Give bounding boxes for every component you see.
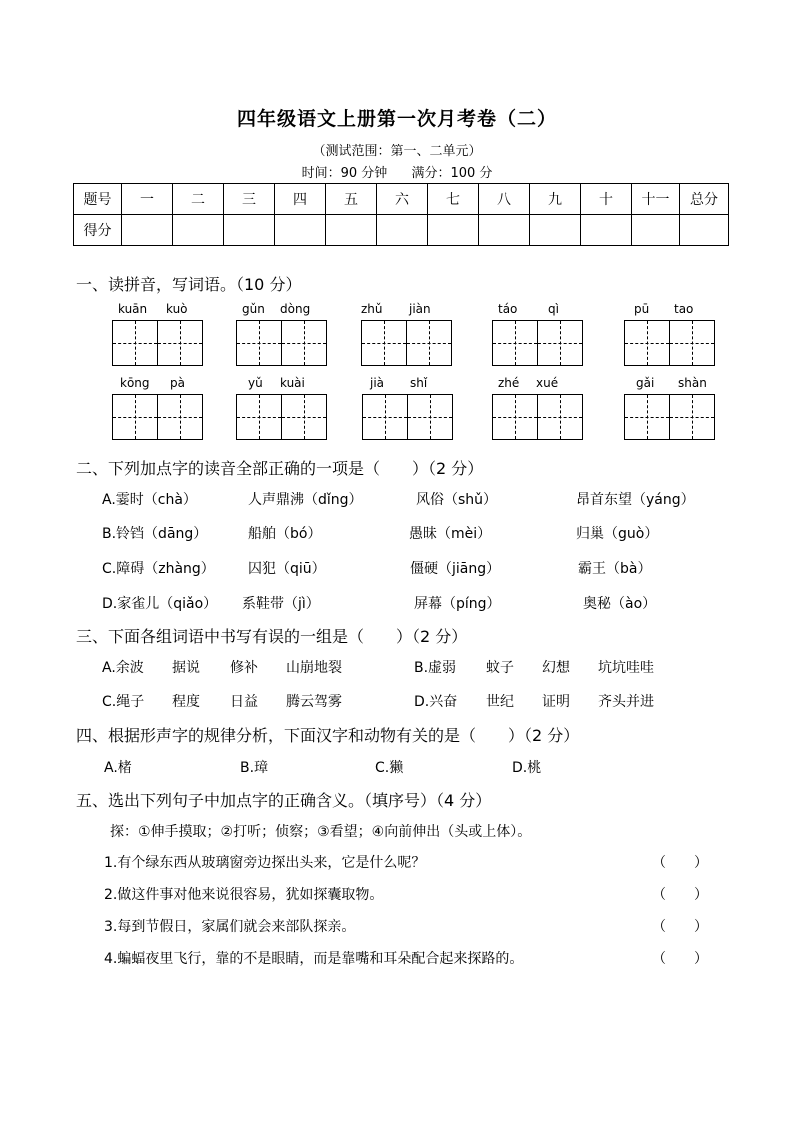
pinyin-syllable: pū bbox=[634, 302, 650, 316]
q4-option: B.璋 bbox=[240, 760, 269, 776]
exam-time: 时间：90 分钟 bbox=[301, 166, 388, 181]
score-header-cell: 八 bbox=[479, 184, 530, 215]
page-title: 四年级语文上册第一次月考卷（二） bbox=[236, 108, 557, 130]
score-header-cell: 三 bbox=[224, 184, 275, 215]
score-header-cell: 一 bbox=[122, 184, 173, 215]
q5-sentence: 4.蝙蝠夜里飞行，靠的不是眼睛，而是靠嘴和耳朵配合起来探路的。 bbox=[104, 951, 524, 967]
pinyin-syllable: pà bbox=[170, 376, 185, 390]
pinyin-syllable: kuò bbox=[166, 302, 188, 316]
q3-word: 坑坑哇哇 bbox=[598, 660, 654, 676]
q3-word: 据说 bbox=[172, 660, 200, 676]
pinyin-syllable: zhé bbox=[498, 376, 520, 390]
q2-option-word: 僵硬（jiāng） bbox=[410, 561, 501, 577]
pinyin-syllable: shàn bbox=[678, 376, 707, 390]
q2-option-word: B.铃铛（dāng） bbox=[102, 526, 208, 542]
q5-sentence: 2.做这件事对他来说很容易，犹如探囊取物。 bbox=[104, 887, 384, 903]
score-row-label: 得分 bbox=[74, 215, 122, 246]
q2-title: 二、下列加点字的读音全部正确的一项是（ ）（2 分） bbox=[76, 459, 484, 478]
q3-word: 腾云驾雾 bbox=[286, 694, 342, 710]
q5-meanings: 探：①伸手摸取；②打听；侦察；③看望；④向前伸出（头或上体）。 bbox=[110, 824, 532, 840]
score-header-cell: 四 bbox=[275, 184, 326, 215]
answer-paren[interactable]: （ ） bbox=[652, 887, 708, 903]
pinyin-syllable: jià bbox=[370, 376, 385, 390]
full-score: 满分：100 分 bbox=[411, 166, 493, 181]
score-header-cell: 总分 bbox=[680, 184, 729, 215]
tian-grid-box[interactable] bbox=[624, 320, 715, 366]
q3-title: 三、下面各组词语中书写有误的一组是（ ）（2 分） bbox=[76, 627, 468, 646]
tian-grid-box[interactable] bbox=[361, 320, 452, 366]
tian-grid-box[interactable] bbox=[236, 394, 327, 440]
answer-paren[interactable]: （ ） bbox=[652, 855, 708, 871]
score-header-cell: 五 bbox=[326, 184, 377, 215]
pinyin-syllable: dòng bbox=[280, 302, 311, 316]
q2-option-word: 昂首东望（yáng） bbox=[576, 492, 695, 508]
score-header-cell: 九 bbox=[530, 184, 581, 215]
score-header-cell: 七 bbox=[428, 184, 479, 215]
pinyin-syllable: kuān bbox=[118, 302, 148, 316]
q4-option: A.楮 bbox=[104, 760, 132, 776]
score-header-cell: 十 bbox=[581, 184, 632, 215]
q3-word: 修补 bbox=[230, 660, 258, 676]
q3-word: 齐头并进 bbox=[598, 694, 654, 710]
q3-word: 日益 bbox=[230, 694, 258, 710]
pinyin-syllable: shǐ bbox=[410, 376, 428, 390]
tian-grid-box[interactable] bbox=[112, 394, 203, 440]
tian-grid-box[interactable] bbox=[236, 320, 327, 366]
pinyin-syllable: yǔ bbox=[248, 376, 263, 390]
q5-title: 五、选出下列句子中加点字的正确含义。（填序号）（4 分） bbox=[76, 791, 492, 810]
q3-word: D.兴奋 bbox=[414, 694, 458, 710]
pinyin-syllable: gǔn bbox=[242, 302, 265, 316]
tian-grid-box[interactable] bbox=[362, 394, 453, 440]
q2-option-word: 奥秘（ào） bbox=[583, 596, 657, 612]
pinyin-syllable: qì bbox=[548, 302, 559, 316]
q4-title: 四、根据形声字的规律分析，下面汉字和动物有关的是（ ）（2 分） bbox=[76, 726, 580, 745]
q2-option-word: 人声鼎沸（dǐng） bbox=[248, 492, 363, 508]
score-header-cell: 题号 bbox=[74, 184, 122, 215]
q2-option-word: 霸王（bà） bbox=[578, 561, 652, 577]
q3-word: 蚊子 bbox=[486, 660, 514, 676]
q3-word: 程度 bbox=[172, 694, 200, 710]
tian-grid-box[interactable] bbox=[492, 320, 583, 366]
score-header-cell: 六 bbox=[377, 184, 428, 215]
pinyin-syllable: jiàn bbox=[409, 302, 431, 316]
q3-word: 山崩地裂 bbox=[286, 660, 342, 676]
test-scope: （测试范围：第一、二单元） bbox=[312, 144, 482, 159]
answer-paren[interactable]: （ ） bbox=[652, 951, 708, 967]
pinyin-syllable: táo bbox=[498, 302, 518, 316]
q5-sentence: 3.每到节假日，家属们就会来部队探亲。 bbox=[104, 919, 356, 935]
q3-word: A.余波 bbox=[102, 660, 144, 676]
q2-option-word: 系鞋带（jì） bbox=[242, 596, 320, 612]
q4-option: C.獭 bbox=[375, 760, 404, 776]
q3-word: 幻想 bbox=[542, 660, 570, 676]
q2-option-word: 囚犯（qiū） bbox=[248, 561, 326, 577]
pinyin-syllable: kōng bbox=[120, 376, 150, 390]
q2-option-word: D.家雀儿（qiǎo） bbox=[102, 596, 218, 612]
q3-word: C.绳子 bbox=[102, 694, 145, 710]
answer-paren[interactable]: （ ） bbox=[652, 919, 708, 935]
tian-grid-box[interactable] bbox=[112, 320, 203, 366]
q3-word: 证明 bbox=[542, 694, 570, 710]
pinyin-syllable: kuài bbox=[280, 376, 305, 390]
q2-option-word: 愚昧（mèi） bbox=[409, 526, 492, 542]
tian-grid-box[interactable] bbox=[492, 394, 583, 440]
q2-option-word: 屏幕（píng） bbox=[414, 596, 501, 612]
score-header-cell: 二 bbox=[173, 184, 224, 215]
score-header-cell: 十一 bbox=[632, 184, 680, 215]
q2-option-word: 归巢（guò） bbox=[576, 526, 659, 542]
q5-sentence: 1.有个绿东西从玻璃窗旁边探出头来，它是什么呢？ bbox=[104, 855, 426, 871]
pinyin-syllable: gǎi bbox=[636, 376, 655, 390]
pinyin-syllable: tao bbox=[674, 302, 694, 316]
q3-word: 世纪 bbox=[486, 694, 514, 710]
q1-title: 一、读拼音，写词语。（10 分） bbox=[76, 275, 302, 294]
q2-option-word: 风俗（shǔ） bbox=[416, 492, 498, 508]
q2-option-word: C.障碍（zhàng） bbox=[102, 561, 215, 577]
pinyin-syllable: zhǔ bbox=[361, 302, 383, 316]
q4-option: D.桃 bbox=[512, 760, 542, 776]
pinyin-syllable: xué bbox=[536, 376, 559, 390]
q2-option-word: A.霎时（chà） bbox=[102, 492, 197, 508]
q2-option-word: 船舶（bó） bbox=[248, 526, 322, 542]
q3-word: B.虚弱 bbox=[414, 660, 457, 676]
tian-grid-box[interactable] bbox=[624, 394, 715, 440]
